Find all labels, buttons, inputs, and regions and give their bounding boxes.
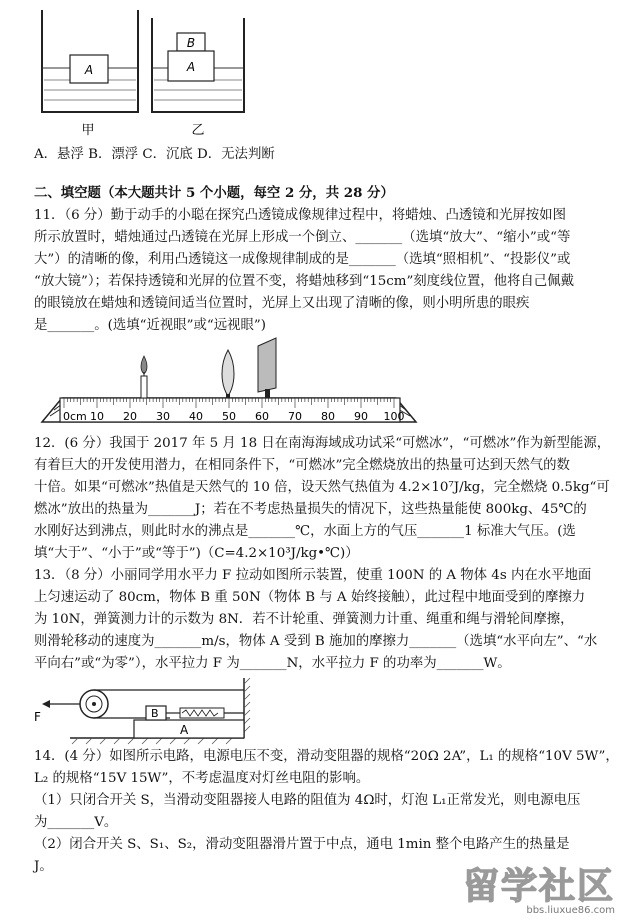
block-a-label: A bbox=[180, 723, 189, 737]
q14-line: （1）只闭合开关 S，当滑动变阻器接人电路的阻值为 4Ω时，灯泡 L₁正常发光，则电源电压 bbox=[34, 793, 581, 808]
beaker-figure bbox=[30, 0, 290, 140]
q12-line: 燃冰”放出的热量为_______J；若在不考虑热量损失的情况下，这些热量能使 800kg、45℃的 bbox=[34, 502, 587, 517]
movable-pulley bbox=[80, 690, 108, 718]
q11-line: 大”）的清晰的像，利用凸透镜这一成像规律制成的是_______（选填“照相机”、“投影仪”或 bbox=[34, 252, 571, 267]
q11-line: 是_______。(选填“近视眼”或“远视眼”) bbox=[34, 318, 266, 333]
q14-line: J。 bbox=[34, 859, 53, 874]
q12-line: 十倍。如果“可燃冰”热值是天然气的 10 倍，设天然气热值为 4.2×10⁷J/kg，完全燃烧 0.5kg“可 bbox=[34, 480, 610, 495]
q11-line: 11．（6 分）勤于动手的小聪在探究凸透镜成像规律过程中，将蜡烛、凸透镜和光屏按如图 bbox=[34, 208, 566, 223]
q11-line: “放大镜”）；若保持透镜和光屏的位置不变，将蜡烛移到“15cm”刻度线位置，他将自己佩戴 bbox=[34, 274, 574, 289]
ruler-label: 90 bbox=[354, 410, 368, 423]
block-a-yi-label: A bbox=[186, 60, 196, 74]
block-b-label: B bbox=[151, 707, 159, 720]
convex-lens bbox=[222, 350, 234, 398]
ruler-label: 80 bbox=[321, 410, 335, 423]
scale-unit-label: 0cm bbox=[63, 410, 87, 423]
q14-line: 14．(4 分）如图所示电路，电源电压不变，滑动变阻器的规格“20Ω 2A”，L₁ 的规格“10V 5W”， bbox=[34, 749, 619, 764]
q13-line: 平向右”或“为零”），水平拉力 F 为_______N，水平拉力 F 的功率为_______W。 bbox=[34, 656, 511, 671]
q14-line: L₂ 的规格“15V 15W”，不考虑温度对灯丝电阻的影响。 bbox=[34, 771, 370, 786]
q13-line: 则滑轮移动的速度为_______m/s，物体 A 受到 B 施加的摩擦力_______（选填“水平向左”、“水 bbox=[34, 634, 598, 649]
q12-line: 填“大于”、“小于”或“等于”)（C=4.2×10³J/kg•℃)） bbox=[34, 546, 359, 561]
q13-line: 为 10N，弹簧测力计的示数为 8N．若不计轮重、弹簧测力计重、绳重和绳与滑轮间摩擦， bbox=[34, 612, 574, 627]
q12-line: 水刚好达到沸点，则此时水的沸点是_______℃，水面上方的气压_______1 标准大气压。(选 bbox=[34, 524, 576, 539]
section-title: 二、填空题（本大题共计 5 个小题，每空 2 分，共 28 分） bbox=[34, 185, 394, 201]
beaker-yi bbox=[152, 18, 244, 112]
q11-line: 所示放置时，蜡烛通过凸透镜在光屏上形成一个倒立、_______（选填“放大”、“缩小”或“等 bbox=[34, 230, 571, 245]
q14-line: （2）闭合开关 S、S₁、S₂，滑动变阻器滑片置于中点，通电 1min 整个电路产生的热量是 bbox=[34, 837, 570, 852]
label-yi: 乙 bbox=[191, 123, 205, 138]
block-b-yi-label: B bbox=[186, 36, 196, 50]
q13-line: 13．（8 分）小丽同学用水平力 F 拉动如图所示装置，使重 100N 的 A 物体 4s 内在水平地面 bbox=[34, 568, 592, 583]
site-watermark bbox=[463, 858, 615, 916]
candle bbox=[141, 356, 147, 398]
ruler-label: 20 bbox=[123, 410, 137, 423]
label-jia: 甲 bbox=[81, 123, 95, 138]
spring-scale bbox=[166, 708, 244, 718]
force-f-label: F bbox=[34, 710, 41, 724]
beaker-jia bbox=[42, 10, 138, 112]
q13-line: 上匀速运动了 80cm，物体 B 重 50N（物体 B 与 A 始终接触），此过程中地面受到的摩擦力 bbox=[34, 590, 586, 605]
ruler-label: 40 bbox=[189, 410, 203, 423]
block-a bbox=[134, 720, 244, 738]
q12-line: 有着巨大的开发使用潜力，在相同条件下，“可燃冰”完全燃烧放出的热量可达到天然气的数 bbox=[34, 458, 570, 473]
pulley-figure bbox=[30, 676, 260, 748]
ruler-label: 50 bbox=[222, 410, 236, 423]
q11-line: 的眼镜放在蜡烛和透镜间适当位置时，光屏上又出现了清晰的像，则小明所患的眼疾 bbox=[34, 296, 530, 311]
q12-line: 12．(6 分）我国于 2017 年 5 月 18 日在南海海域成功试采“可燃冰”，“可燃冰”作为新型能源， bbox=[34, 436, 611, 451]
ruler-label: 30 bbox=[156, 410, 170, 423]
light-screen bbox=[258, 338, 276, 398]
ruler-label: 60 bbox=[255, 410, 269, 423]
block-a-jia-label: A bbox=[84, 63, 94, 77]
q14-line: 为_______V。 bbox=[34, 815, 118, 830]
ruler-label: 10 bbox=[90, 410, 104, 423]
ruler-label: 100 bbox=[383, 410, 405, 423]
prev-question-options: A．悬浮 B．漂浮 C．沉底 D．无法判断 bbox=[34, 147, 275, 162]
optical-bench-figure bbox=[40, 334, 420, 432]
watermark-title: 留学社区 bbox=[462, 866, 615, 907]
watermark-url: bbs.liuxue86.com bbox=[526, 905, 615, 916]
ruler-label: 70 bbox=[288, 410, 302, 423]
